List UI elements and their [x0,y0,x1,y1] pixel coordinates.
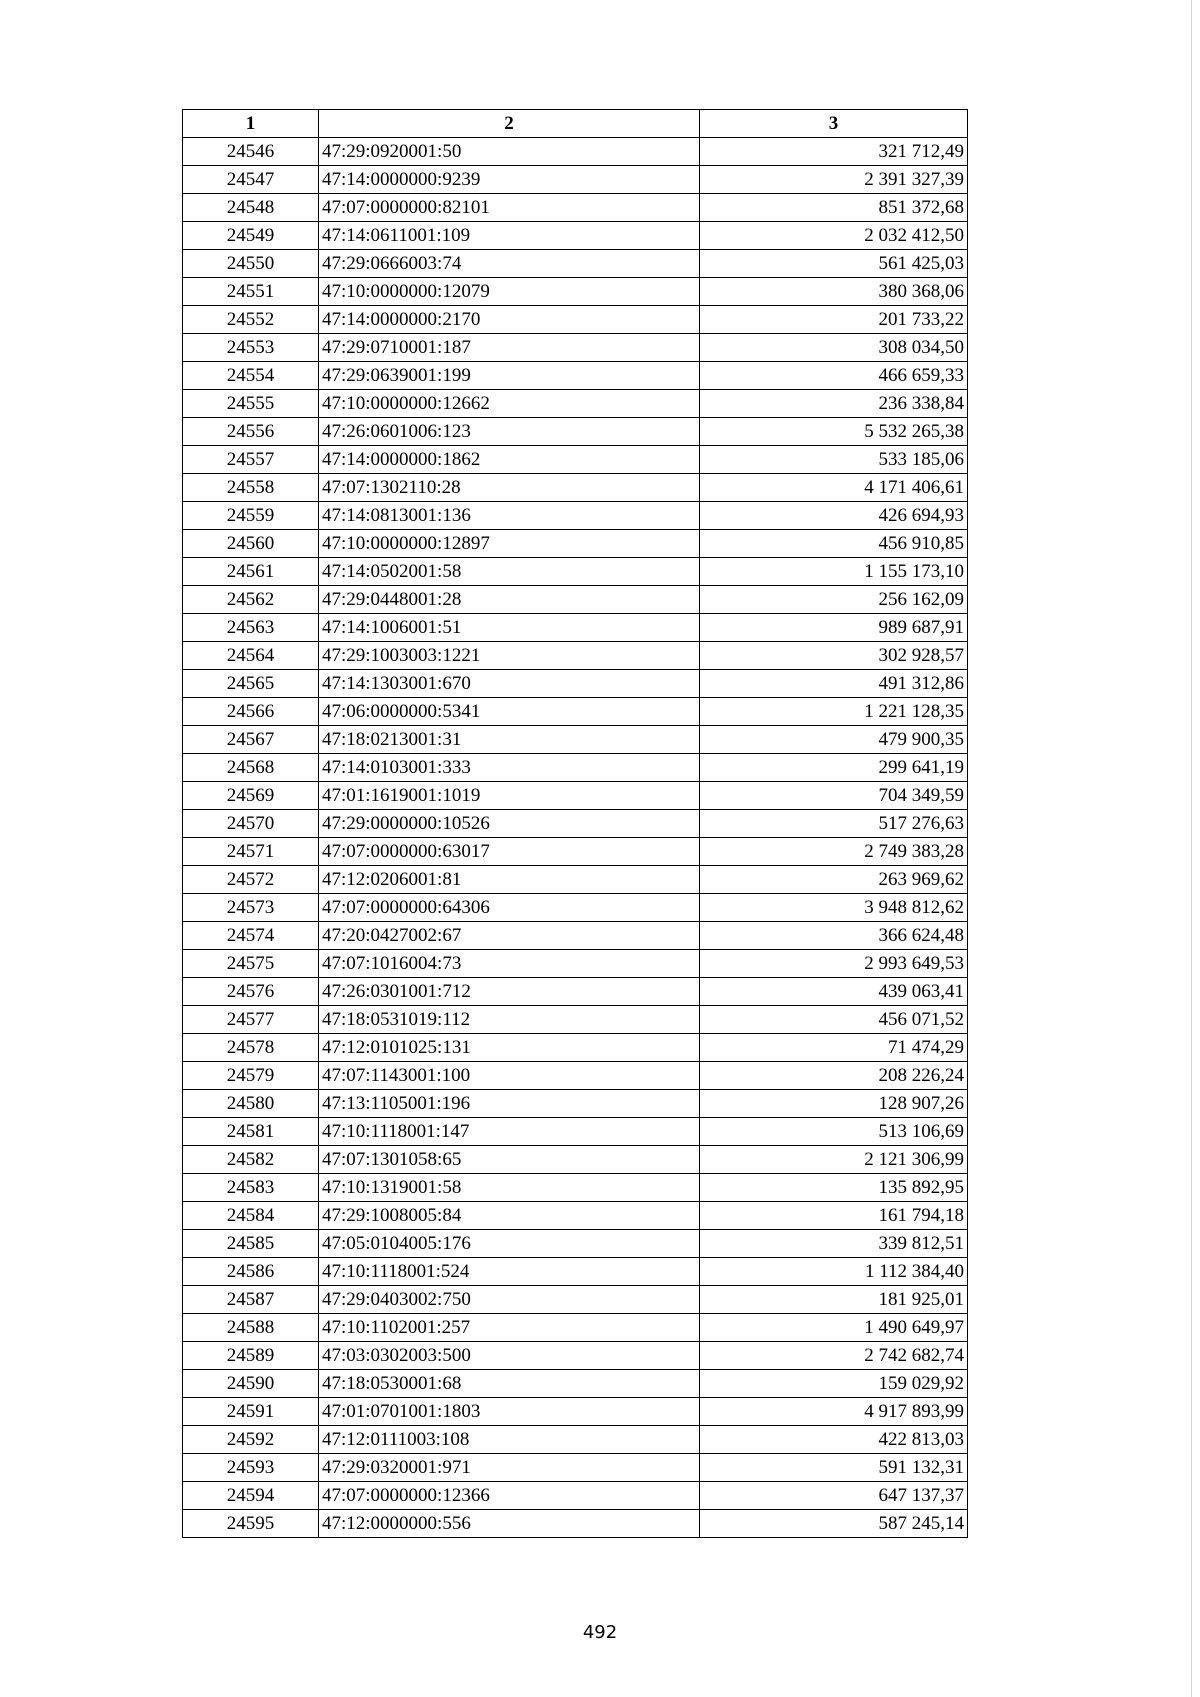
table-row [183,362,968,390]
value-cell: 439 063,41 [700,978,968,1006]
value-cell: 135 892,95 [700,1174,968,1202]
cadastral-number-cell: 47:14:0611001:109 [319,222,700,250]
value-cell: 2 993 649,53 [700,950,968,978]
row-number-cell: 24569 [183,782,319,810]
table-row [183,1062,968,1090]
cadastral-number-cell: 47:07:0000000:12366 [319,1482,700,1510]
value-cell: 479 900,35 [700,726,968,754]
table-row [183,950,968,978]
cadastral-number-cell: 47:05:0104005:176 [319,1230,700,1258]
row-number-cell: 24583 [183,1174,319,1202]
cadastral-number-cell: 47:07:1143001:100 [319,1062,700,1090]
table-row [183,1118,968,1146]
table-row [183,1398,968,1426]
row-number-cell: 24591 [183,1398,319,1426]
cadastral-number-cell: 47:29:0920001:50 [319,138,700,166]
value-cell: 181 925,01 [700,1286,968,1314]
cadastral-number-cell: 47:14:0000000:2170 [319,306,700,334]
row-number-cell: 24560 [183,530,319,558]
value-cell: 321 712,49 [700,138,968,166]
value-cell: 256 162,09 [700,586,968,614]
table-row [183,810,968,838]
value-cell: 533 185,06 [700,446,968,474]
cadastral-number-cell: 47:14:0502001:58 [319,558,700,586]
cadastral-number-cell: 47:29:0000000:10526 [319,810,700,838]
row-number-cell: 24585 [183,1230,319,1258]
table-row [183,250,968,278]
row-number-cell: 24568 [183,754,319,782]
value-cell: 851 372,68 [700,194,968,222]
row-number-cell: 24590 [183,1370,319,1398]
value-cell: 3 948 812,62 [700,894,968,922]
table-row [183,558,968,586]
row-number-cell: 24546 [183,138,319,166]
row-number-cell: 24553 [183,334,319,362]
row-number-cell: 24592 [183,1426,319,1454]
table-row [183,1090,968,1118]
value-cell: 299 641,19 [700,754,968,782]
cadastral-number-cell: 47:29:0403002:750 [319,1286,700,1314]
cadastral-number-cell: 47:29:1003003:1221 [319,642,700,670]
value-cell: 989 687,91 [700,614,968,642]
page-edge-line [1191,0,1192,1697]
row-number-cell: 24547 [183,166,319,194]
value-cell: 513 106,69 [700,1118,968,1146]
cadastral-number-cell: 47:14:0813001:136 [319,502,700,530]
cadastral-number-cell: 47:18:0530001:68 [319,1370,700,1398]
cadastral-number-cell: 47:10:0000000:12662 [319,390,700,418]
value-cell: 128 907,26 [700,1090,968,1118]
row-number-cell: 24593 [183,1454,319,1482]
cadastral-number-cell: 47:26:0601006:123 [319,418,700,446]
row-number-cell: 24594 [183,1482,319,1510]
cadastral-number-cell: 47:29:0320001:971 [319,1454,700,1482]
table-row [183,838,968,866]
header-row [183,110,968,138]
cadastral-number-cell: 47:10:1118001:524 [319,1258,700,1286]
value-cell: 302 928,57 [700,642,968,670]
cadastral-number-cell: 47:03:0302003:500 [319,1342,700,1370]
table-row [183,1286,968,1314]
value-cell: 1 112 384,40 [700,1258,968,1286]
table-row [183,866,968,894]
cadastral-number-cell: 47:12:0111003:108 [319,1426,700,1454]
row-number-cell: 24589 [183,1342,319,1370]
value-cell: 1 490 649,97 [700,1314,968,1342]
value-cell: 591 132,31 [700,1454,968,1482]
value-cell: 517 276,63 [700,810,968,838]
row-number-cell: 24548 [183,194,319,222]
table-row [183,1174,968,1202]
table-row [183,502,968,530]
table-row [183,642,968,670]
cadastral-number-cell: 47:14:0000000:1862 [319,446,700,474]
table-row [183,194,968,222]
table-row [183,1314,968,1342]
row-number-cell: 24558 [183,474,319,502]
table-row [183,1006,968,1034]
cadastral-number-cell: 47:26:0301001:712 [319,978,700,1006]
row-number-cell: 24551 [183,278,319,306]
cadastral-number-cell: 47:14:0103001:333 [319,754,700,782]
row-number-cell: 24580 [183,1090,319,1118]
value-cell: 2 742 682,74 [700,1342,968,1370]
table-row [183,1510,968,1538]
value-cell: 339 812,51 [700,1230,968,1258]
cadastral-number-cell: 47:01:0701001:1803 [319,1398,700,1426]
value-cell: 456 910,85 [700,530,968,558]
cadastral-number-cell: 47:13:1105001:196 [319,1090,700,1118]
value-cell: 561 425,03 [700,250,968,278]
row-number-cell: 24555 [183,390,319,418]
value-cell: 366 624,48 [700,922,968,950]
cadastral-number-cell: 47:12:0206001:81 [319,866,700,894]
table-row [183,334,968,362]
cadastral-number-cell: 47:18:0531019:112 [319,1006,700,1034]
row-number-cell: 24577 [183,1006,319,1034]
row-number-cell: 24562 [183,586,319,614]
value-cell: 236 338,84 [700,390,968,418]
row-number-cell: 24574 [183,922,319,950]
cadastral-number-cell: 47:18:0213001:31 [319,726,700,754]
value-cell: 1 155 173,10 [700,558,968,586]
table-row [183,754,968,782]
column-header-1: 1 [183,110,319,138]
row-number-cell: 24572 [183,866,319,894]
table-row [183,698,968,726]
cadastral-number-cell: 47:07:0000000:82101 [319,194,700,222]
cadastral-number-cell: 47:29:0448001:28 [319,586,700,614]
table-row [183,390,968,418]
value-cell: 159 029,92 [700,1370,968,1398]
value-cell: 308 034,50 [700,334,968,362]
cadastral-number-cell: 47:07:1016004:73 [319,950,700,978]
row-number-cell: 24587 [183,1286,319,1314]
cadastral-number-cell: 47:12:0000000:556 [319,1510,700,1538]
table-row [183,726,968,754]
table-row [183,1230,968,1258]
table-row [183,278,968,306]
value-cell: 71 474,29 [700,1034,968,1062]
cadastral-number-cell: 47:29:0710001:187 [319,334,700,362]
cadastral-number-cell: 47:01:1619001:1019 [319,782,700,810]
value-cell: 4 171 406,61 [700,474,968,502]
table-row [183,418,968,446]
cadastral-number-cell: 47:10:1319001:58 [319,1174,700,1202]
row-number-cell: 24566 [183,698,319,726]
value-cell: 208 226,24 [700,1062,968,1090]
cadastral-number-cell: 47:10:0000000:12897 [319,530,700,558]
cadastral-number-cell: 47:29:1008005:84 [319,1202,700,1230]
value-cell: 647 137,37 [700,1482,968,1510]
row-number-cell: 24564 [183,642,319,670]
table-row [183,1258,968,1286]
value-cell: 161 794,18 [700,1202,968,1230]
value-cell: 2 032 412,50 [700,222,968,250]
value-cell: 5 532 265,38 [700,418,968,446]
page-number: 492 [582,1622,618,1643]
value-cell: 1 221 128,35 [700,698,968,726]
table-row [183,978,968,1006]
table-row [183,474,968,502]
table-row [183,222,968,250]
column-header-3: 3 [700,110,968,138]
value-cell: 422 813,03 [700,1426,968,1454]
row-number-cell: 24579 [183,1062,319,1090]
table-row [183,1146,968,1174]
table-row [183,530,968,558]
cadastral-number-cell: 47:14:1006001:51 [319,614,700,642]
row-number-cell: 24563 [183,614,319,642]
row-number-cell: 24595 [183,1510,319,1538]
cadastral-number-cell: 47:06:0000000:5341 [319,698,700,726]
cadastral-number-cell: 47:29:0666003:74 [319,250,700,278]
value-cell: 2 391 327,39 [700,166,968,194]
table-row [183,922,968,950]
table-row [183,614,968,642]
cadastral-number-cell: 47:14:1303001:670 [319,670,700,698]
value-cell: 201 733,22 [700,306,968,334]
table-row [183,782,968,810]
table-row [183,1454,968,1482]
cadastral-number-cell: 47:12:0101025:131 [319,1034,700,1062]
column-header-2: 2 [319,110,700,138]
cadastral-number-cell: 47:07:0000000:63017 [319,838,700,866]
row-number-cell: 24586 [183,1258,319,1286]
cadastral-number-cell: 47:20:0427002:67 [319,922,700,950]
row-number-cell: 24578 [183,1034,319,1062]
table-row [183,586,968,614]
row-number-cell: 24561 [183,558,319,586]
value-cell: 380 368,06 [700,278,968,306]
cadastral-number-cell: 47:07:1302110:28 [319,474,700,502]
row-number-cell: 24557 [183,446,319,474]
table-row [183,306,968,334]
table-row [183,446,968,474]
row-number-cell: 24554 [183,362,319,390]
table-row [183,138,968,166]
row-number-cell: 24550 [183,250,319,278]
value-cell: 491 312,86 [700,670,968,698]
row-number-cell: 24573 [183,894,319,922]
row-number-cell: 24581 [183,1118,319,1146]
table-row [183,1034,968,1062]
row-number-cell: 24556 [183,418,319,446]
row-number-cell: 24552 [183,306,319,334]
table-row [183,670,968,698]
cadastral-number-cell: 47:10:1102001:257 [319,1314,700,1342]
row-number-cell: 24576 [183,978,319,1006]
row-number-cell: 24575 [183,950,319,978]
value-cell: 426 694,93 [700,502,968,530]
value-cell: 456 071,52 [700,1006,968,1034]
table-row [183,166,968,194]
value-cell: 704 349,59 [700,782,968,810]
cadastral-number-cell: 47:10:0000000:12079 [319,278,700,306]
table-row [183,1342,968,1370]
table-row [183,1370,968,1398]
table-row [183,1426,968,1454]
row-number-cell: 24565 [183,670,319,698]
value-cell: 2 749 383,28 [700,838,968,866]
row-number-cell: 24567 [183,726,319,754]
table-row [183,894,968,922]
row-number-cell: 24570 [183,810,319,838]
row-number-cell: 24559 [183,502,319,530]
table-body [183,138,968,1538]
value-cell: 587 245,14 [700,1510,968,1538]
value-cell: 466 659,33 [700,362,968,390]
table-row [183,1202,968,1230]
table-row [183,1482,968,1510]
table-header [183,110,968,138]
cadastral-table [182,109,968,1538]
row-number-cell: 24582 [183,1146,319,1174]
cadastral-number-cell: 47:07:1301058:65 [319,1146,700,1174]
row-number-cell: 24584 [183,1202,319,1230]
cadastral-number-cell: 47:10:1118001:147 [319,1118,700,1146]
cadastral-number-cell: 47:29:0639001:199 [319,362,700,390]
value-cell: 4 917 893,99 [700,1398,968,1426]
value-cell: 2 121 306,99 [700,1146,968,1174]
cadastral-number-cell: 47:07:0000000:64306 [319,894,700,922]
row-number-cell: 24571 [183,838,319,866]
value-cell: 263 969,62 [700,866,968,894]
row-number-cell: 24588 [183,1314,319,1342]
row-number-cell: 24549 [183,222,319,250]
cadastral-number-cell: 47:14:0000000:9239 [319,166,700,194]
